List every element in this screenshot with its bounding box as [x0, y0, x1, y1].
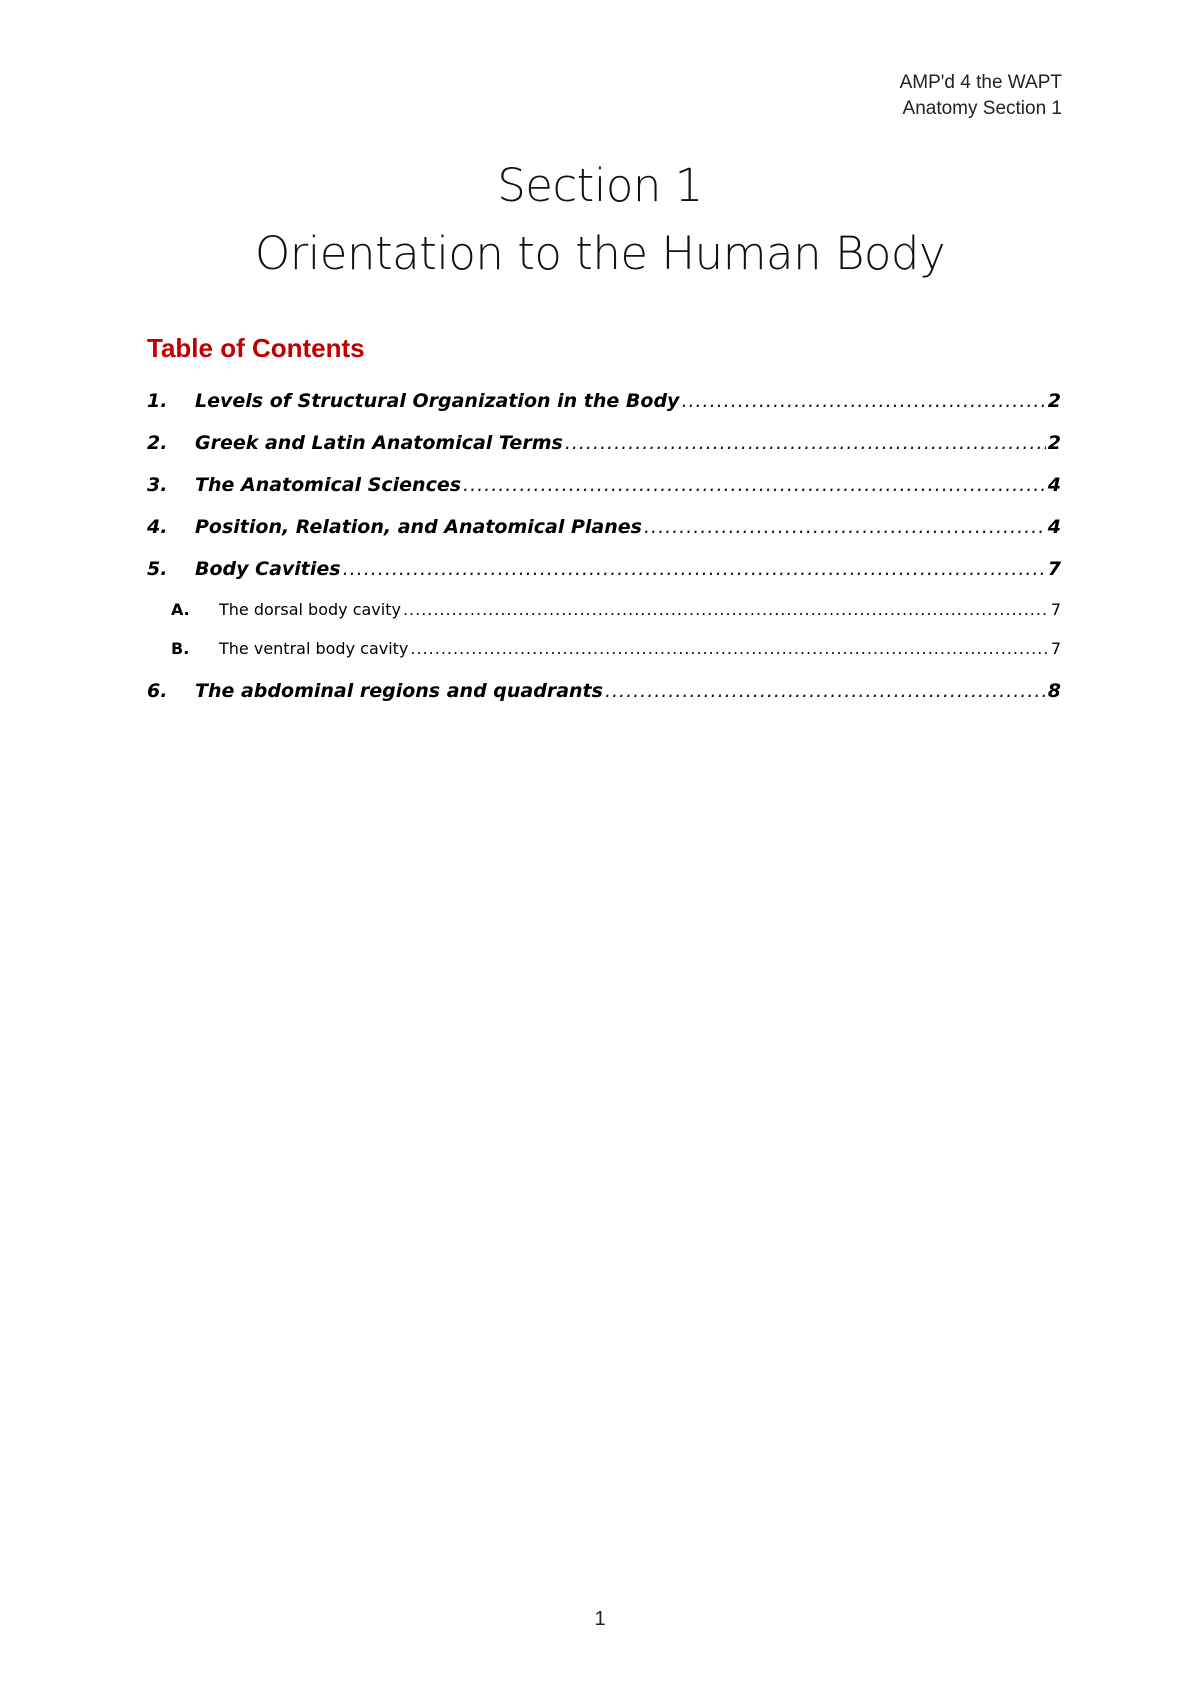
toc-subentry-label[interactable]: The dorsal body cavity — [219, 600, 401, 619]
toc-entry-page[interactable]: 4 — [1047, 474, 1061, 496]
toc-entry-abdominal-regions[interactable] — [147, 670, 1061, 712]
toc-subentry-ventral-cavity[interactable] — [147, 629, 1061, 668]
toc-entry-number: 5. — [147, 558, 168, 580]
toc-entry-page[interactable]: 2 — [1047, 390, 1061, 412]
toc-dot-leader — [410, 629, 1048, 668]
header-line-1: AMP'd 4 the WAPT — [899, 72, 1062, 93]
toc-entry-number: 1. — [147, 390, 168, 412]
toc-entry-label[interactable]: Position, Relation, and Anatomical Planes — [195, 516, 642, 538]
toc-entry-number: 3. — [147, 474, 168, 496]
toc-dot-leader — [343, 548, 1046, 590]
toc-dot-leader — [403, 590, 1049, 629]
toc-subentry-letter: A. — [171, 600, 190, 619]
toc-entry-page[interactable]: 7 — [1047, 558, 1061, 580]
document-title — [0, 152, 1200, 288]
table-of-contents — [147, 380, 1061, 712]
toc-subentry-label[interactable]: The ventral body cavity — [219, 639, 409, 658]
toc-subentry-dorsal-cavity[interactable] — [147, 590, 1061, 629]
toc-entry-number: 2. — [147, 432, 168, 454]
toc-entry-number: 4. — [147, 516, 168, 538]
toc-entry-label[interactable]: The abdominal regions and quadrants — [195, 680, 603, 702]
toc-entry-label[interactable]: The Anatomical Sciences — [195, 474, 462, 496]
title-line-1: Section 1 — [497, 159, 703, 212]
header-line-2: Anatomy Section 1 — [902, 98, 1062, 119]
toc-dot-leader — [605, 670, 1046, 712]
toc-entry-label[interactable]: Body Cavities — [195, 558, 341, 580]
toc-dot-leader — [463, 464, 1046, 506]
toc-entry-label[interactable]: Greek and Latin Anatomical Terms — [195, 432, 563, 454]
toc-entry-page[interactable]: 4 — [1047, 516, 1061, 538]
title-line-2: Orientation to the Human Body — [254, 227, 946, 280]
toc-entry-body-cavities[interactable] — [147, 548, 1061, 590]
toc-entry-anatomical-sciences[interactable] — [147, 464, 1061, 506]
toc-entry-levels-of-organization[interactable] — [147, 380, 1061, 422]
toc-entry-page[interactable]: 8 — [1047, 680, 1061, 702]
toc-entry-position-relation-planes[interactable] — [147, 506, 1061, 548]
toc-dot-leader — [644, 506, 1046, 548]
toc-entry-greek-latin-terms[interactable] — [147, 422, 1061, 464]
toc-dot-leader — [565, 422, 1046, 464]
running-header — [900, 70, 1062, 122]
toc-subentry-letter: B. — [171, 639, 190, 658]
toc-entry-page[interactable]: 2 — [1047, 432, 1061, 454]
toc-entry-number: 6. — [147, 680, 168, 702]
toc-heading: Table of Contents — [147, 333, 365, 363]
page-number: 1 — [594, 1608, 606, 1630]
toc-subentry-page[interactable]: 7 — [1050, 600, 1061, 619]
toc-entry-label[interactable]: Levels of Structural Organization in the Body — [195, 390, 680, 412]
toc-dot-leader — [681, 380, 1045, 422]
toc-subentry-page[interactable]: 7 — [1050, 639, 1061, 658]
